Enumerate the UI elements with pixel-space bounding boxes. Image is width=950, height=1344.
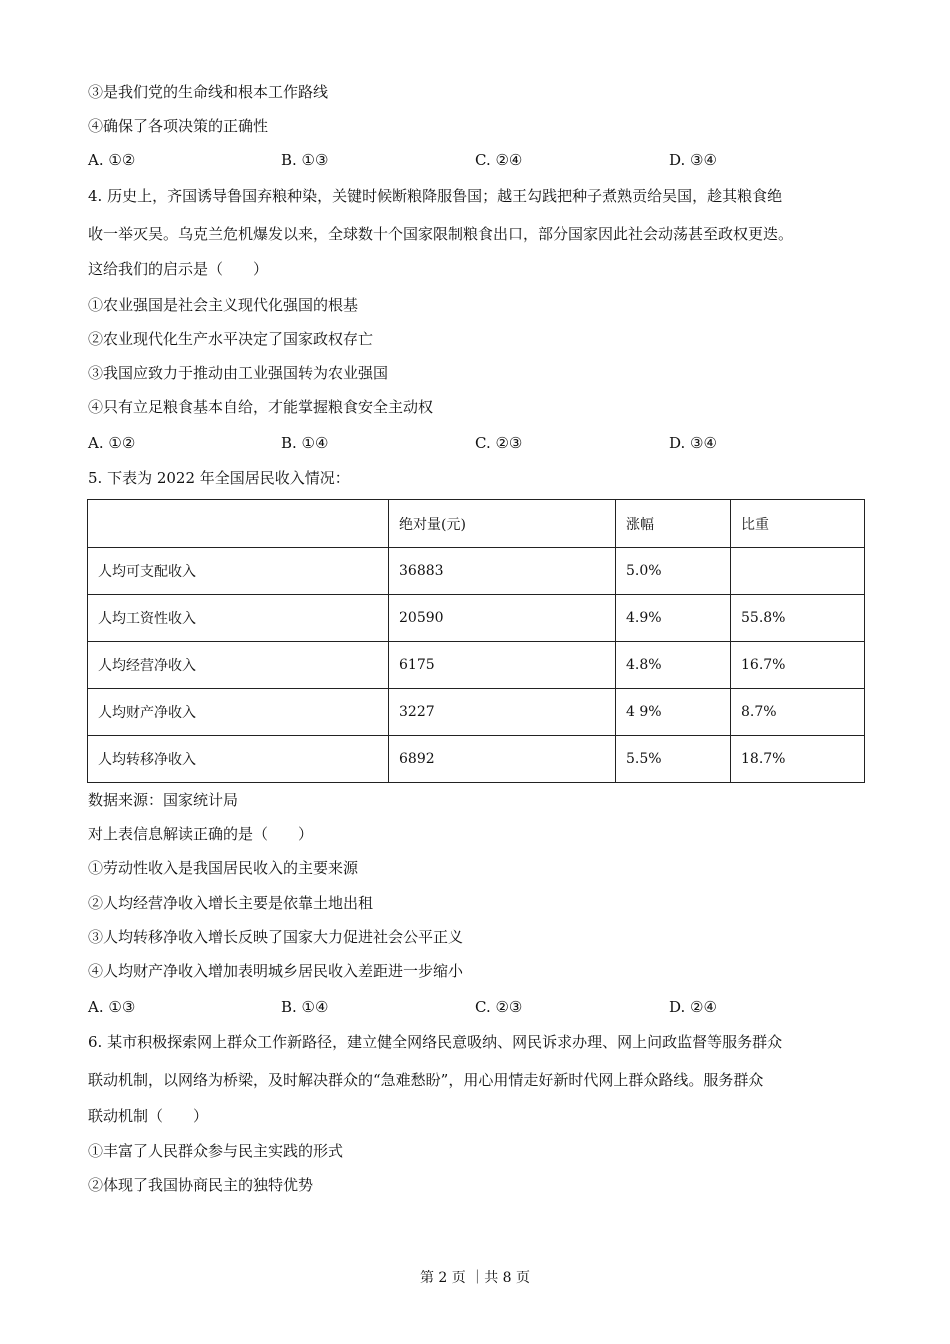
- q5-statement-4: ④人均财产净收入增加表明城乡居民收入差距进一步缩小: [88, 962, 464, 980]
- q4-option-c: C. ②③: [475, 434, 523, 452]
- table-row: [88, 595, 865, 642]
- q3-option-c: C. ②④: [475, 151, 523, 169]
- table-cell: 人均可支配收入: [88, 548, 389, 595]
- table-cell: 4.8%: [616, 642, 731, 689]
- q6-stem-line-1: 6. 某市积极探索网上群众工作新路径，建立健全网络民意吸纳、网民诉求办理、网上问政监督等服务群众: [88, 1033, 783, 1051]
- table-cell: 5.5%: [616, 736, 731, 783]
- q5-stem: 5. 下表为 2022 年全国居民收入情况：: [88, 469, 350, 487]
- q3-statement-4: ④确保了各项决策的正确性: [88, 117, 269, 135]
- table-cell: 18.7%: [731, 736, 865, 783]
- table-cell: 36883: [389, 548, 616, 595]
- q4-statement-4: ④只有立足粮食基本自给，才能掌握粮食安全主动权: [88, 398, 434, 416]
- q5-data-source: 数据来源：国家统计局: [88, 791, 239, 809]
- table-cell: 3227: [389, 689, 616, 736]
- q4-options: [88, 433, 848, 453]
- q5-option-b: B. ①④: [281, 998, 329, 1016]
- q3-option-b: B. ①③: [281, 151, 329, 169]
- table-row: [88, 548, 865, 595]
- q3-statement-3: ③是我们党的生命线和根本工作路线: [88, 83, 329, 101]
- q4-statement-2: ②农业现代化生产水平决定了国家政权存亡: [88, 330, 374, 348]
- table-cell: 55.8%: [731, 595, 865, 642]
- q5-statement-2: ②人均经营净收入增长主要是依靠土地出租: [88, 894, 374, 912]
- table-cell: 人均经营净收入: [88, 642, 389, 689]
- q5-options: [88, 997, 848, 1017]
- table-cell: 6175: [389, 642, 616, 689]
- table-cell: 人均财产净收入: [88, 689, 389, 736]
- q5-statement-1: ①劳动性收入是我国居民收入的主要来源: [88, 859, 359, 877]
- table-header-cell: [88, 500, 389, 548]
- q6-statement-1: ①丰富了人民群众参与民主实践的形式: [88, 1142, 344, 1160]
- q3-options: [88, 150, 848, 170]
- q5-option-d: D. ②④: [669, 998, 717, 1016]
- table-cell: 4.9%: [616, 595, 731, 642]
- q4-stem-line-2: 收一举灭吴。乌克兰危机爆发以来，全球数十个国家限制粮食出口，部分国家因此社会动荡甚至政权更迭。: [88, 225, 794, 243]
- table-header-cell: 绝对量(元): [389, 500, 616, 548]
- table-cell: 4 9%: [616, 689, 731, 736]
- table-header-cell: 涨幅: [616, 500, 731, 548]
- q5-option-a: A. ①③: [88, 998, 136, 1016]
- table-cell: 5.0%: [616, 548, 731, 595]
- q4-option-d: D. ③④: [669, 434, 717, 452]
- income-table: [87, 499, 865, 783]
- table-cell: 人均工资性收入: [88, 595, 389, 642]
- q4-stem-line-1: 4. 历史上，齐国诱导鲁国弃粮种染，关键时候断粮降服鲁国；越王勾践把种子煮熟贡给吴国，趁其粮食绝: [88, 187, 783, 205]
- table-cell: 8.7%: [731, 689, 865, 736]
- table-cell: [731, 548, 865, 595]
- table-row: [88, 642, 865, 689]
- q3-option-d: D. ③④: [669, 151, 717, 169]
- table-cell: 人均转移净收入: [88, 736, 389, 783]
- page-footer: 第 2 页 ｜共 8 页: [419, 1270, 531, 1286]
- table-cell: 6892: [389, 736, 616, 783]
- q5-question: 对上表信息解读正确的是（ ）: [88, 825, 314, 843]
- table-header-row: [88, 500, 865, 548]
- table-cell: 20590: [389, 595, 616, 642]
- q5-statement-3: ③人均转移净收入增长反映了国家大力促进社会公平正义: [88, 928, 464, 946]
- q4-statement-1: ①农业强国是社会主义现代化强国的根基: [88, 296, 359, 314]
- q4-option-a: A. ①②: [88, 434, 136, 452]
- q3-option-a: A. ①②: [88, 151, 136, 169]
- q6-stem-line-2: 联动机制，以网络为桥梁，及时解决群众的“急难愁盼”，用心用情走好新时代网上群众路线。服务群众: [88, 1071, 764, 1089]
- q6-statement-2: ②体现了我国协商民主的独特优势: [88, 1176, 314, 1194]
- q4-option-b: B. ①④: [281, 434, 329, 452]
- table-header-cell: 比重: [731, 500, 865, 548]
- table-row: [88, 689, 865, 736]
- table-cell: 16.7%: [731, 642, 865, 689]
- q5-option-c: C. ②③: [475, 998, 523, 1016]
- q6-stem-line-3: 联动机制（ ）: [88, 1107, 209, 1125]
- table-row: [88, 736, 865, 783]
- q4-stem-line-3: 这给我们的启示是（ ）: [88, 260, 269, 278]
- q4-statement-3: ③我国应致力于推动由工业强国转为农业强国: [88, 364, 389, 382]
